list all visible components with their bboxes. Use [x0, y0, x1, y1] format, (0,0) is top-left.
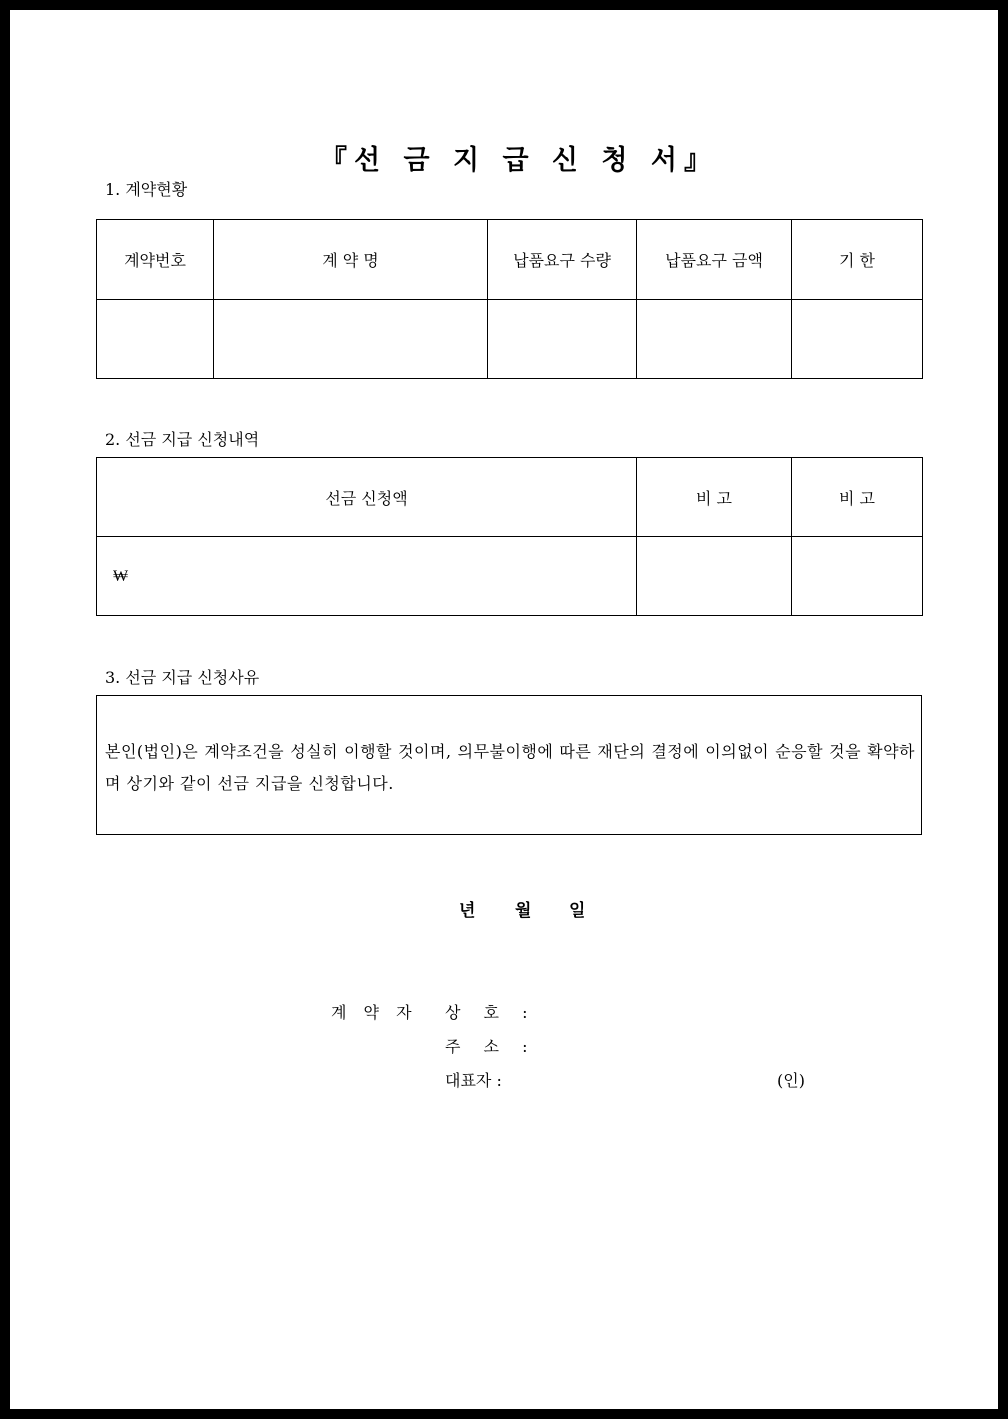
header-delivery-amount: 납품요구 금액 [637, 220, 792, 300]
won-symbol: ₩ [113, 566, 129, 585]
header-advance-amount: 선금 신청액 [97, 458, 637, 537]
cell-remarks-1[interactable] [637, 537, 792, 616]
header-contract-name: 계 약 명 [214, 220, 488, 300]
cell-contract-number[interactable] [97, 300, 214, 379]
address-label: 주 소 : [445, 1037, 537, 1056]
cell-delivery-quantity[interactable] [488, 300, 637, 379]
cell-remarks-2[interactable] [792, 537, 923, 616]
cell-deadline[interactable] [792, 300, 923, 379]
contract-status-table [96, 219, 923, 379]
header-contract-number: 계약번호 [97, 220, 214, 300]
header-remarks-2: 비 고 [792, 458, 923, 537]
date-month: 월 [515, 901, 532, 921]
table-row [97, 300, 923, 379]
cell-advance-amount[interactable] [97, 537, 637, 616]
document-title: 『선 금 지 급 신 청 서』 [320, 145, 718, 176]
contractor-label: 계 약 자 [331, 1003, 418, 1022]
reason-box [96, 695, 922, 835]
reason-text: 본인(법인)은 계약조건을 성실히 이행할 것이며, 의무불이행에 따른 재단의 결정에 이의없이 순응할 것을 확약하며 상기와 같이 선금 지급을 신청합니다. [105, 742, 915, 793]
table-header-row [97, 458, 923, 537]
header-deadline: 기 한 [792, 220, 923, 300]
cell-delivery-amount[interactable] [637, 300, 792, 379]
section2-heading: 2. 선금 지급 신청내역 [105, 430, 260, 449]
header-remarks-1: 비 고 [637, 458, 792, 537]
header-delivery-quantity: 납품요구 수량 [488, 220, 637, 300]
company-label: 상 호 : [445, 1003, 537, 1022]
document-page [10, 10, 998, 1409]
date-year: 년 [459, 901, 476, 921]
section3-heading: 3. 선금 지급 신청사유 [105, 668, 260, 687]
seal-mark: (인) [777, 1071, 805, 1090]
cell-contract-name[interactable] [214, 300, 488, 379]
section1-heading: 1. 계약현황 [105, 180, 188, 199]
advance-request-table [96, 457, 923, 616]
table-row [97, 537, 923, 616]
table-header-row [97, 220, 923, 300]
representative-label: 대표자 : [445, 1071, 502, 1090]
date-day: 일 [569, 901, 586, 921]
